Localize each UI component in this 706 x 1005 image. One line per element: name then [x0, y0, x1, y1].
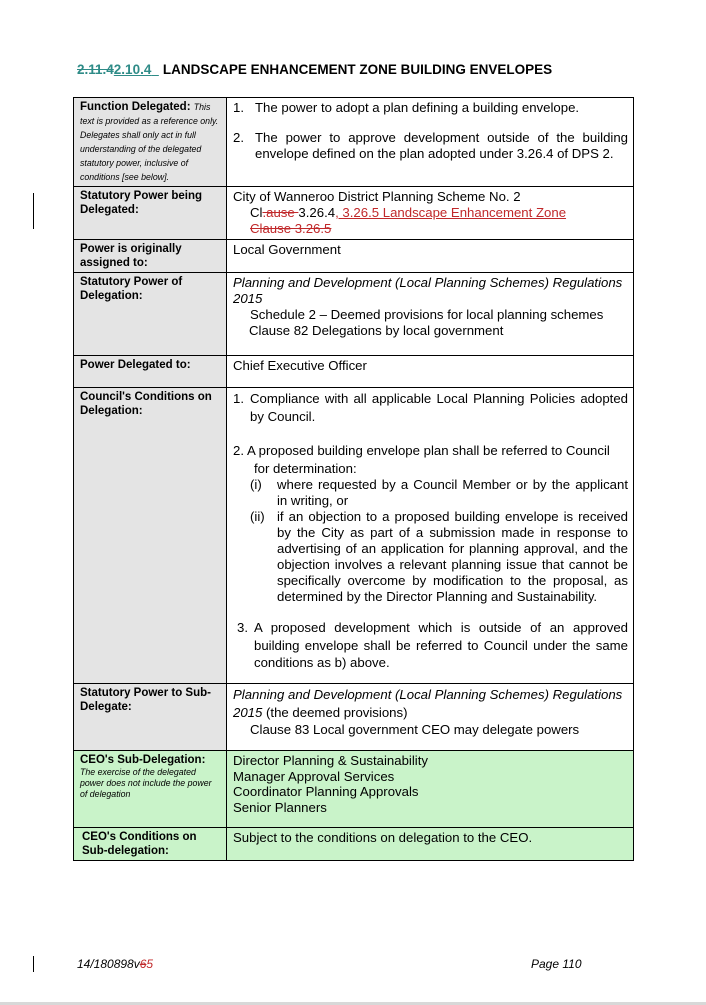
- officer-item: Coordinator Planning Approvals: [233, 784, 419, 799]
- inserted-text: , 3.26.5 Landscape Enhancement Zone: [335, 205, 567, 220]
- heading-new-number: 2.10.4: [113, 62, 152, 77]
- clause-83-line: Clause 83 Local government CEO may delegate powers: [250, 722, 580, 737]
- sub-delegate-regulation: Planning and Development (Local Planning Schemes) Regulations 2015 (the deemed provisions): [233, 687, 623, 720]
- conditions-value: [227, 388, 634, 684]
- officer-item: Senior Planners: [233, 799, 327, 815]
- assigned-value: Local Government: [227, 240, 634, 273]
- delegated-to-label: Power Delegated to:: [74, 356, 227, 388]
- scheme-name: City of Wanneroo District Planning Scheme No. 2: [233, 189, 521, 204]
- ceo-sub-label-cell: [74, 751, 227, 828]
- condition-3: 3. A proposed development which is outside of an approved building envelope shall be referred to Council under the same conditions as b) above.: [237, 620, 628, 670]
- function-note: This text is provided as a reference only. Delegates shall only act in full understanding of the delegated statutory power, inclusive of conditions [see below].: [80, 102, 219, 182]
- schedule-line: Schedule 2 – Deemed provisions for local planning schemes: [250, 307, 604, 322]
- sub-delegate-label: Statutory Power to Sub-Delegate:: [74, 684, 227, 751]
- row-council-conditions: [74, 388, 634, 684]
- row-power-of-delegation: [74, 273, 634, 356]
- struck-text: .ause: [262, 205, 299, 220]
- clause-line: Cl.ause 3.26.4, 3.26.5 Landscape Enhancement Zone: [250, 205, 567, 220]
- power-of-delegation-value: [227, 273, 634, 356]
- function-label-cell: [74, 98, 227, 187]
- delegation-table: [73, 97, 634, 861]
- function-value-cell: [227, 98, 634, 187]
- ceo-sub-label: CEO's Sub-Delegation:: [80, 754, 206, 766]
- function-label: Function Delegated:: [80, 101, 191, 113]
- list-item: 2. The power to approve development outside of the building envelope defined on the plan adopted under 3.26.4 of DPS 2.: [233, 130, 628, 161]
- officer-item: Manager Approval Services: [233, 768, 395, 784]
- sub-delegate-value: [227, 684, 634, 751]
- statutory-power-label: Statutory Power being Delegated:: [74, 187, 227, 240]
- regulation-title: Planning and Development (Local Planning Schemes) Regulations 2015: [233, 275, 623, 306]
- conditions-label: Council's Conditions on Delegation:: [74, 388, 227, 684]
- row-statutory-power: [74, 187, 634, 240]
- row-delegated-to: [74, 356, 634, 388]
- list-item: 1. The power to adopt a plan defining a building envelope.: [233, 100, 580, 115]
- footer-doc-ref: 14/180898v65: [77, 957, 154, 971]
- condition-2-sub-ii: (ii) if an objection to a proposed building envelope is received by the City as part of a submission made in response to advertising of an application for planning approval, and the objection involves a relevant planning issue that cannot be specifically overcome by modification to the proposal, as determined by the Director Planning and Sustainability.: [250, 509, 628, 604]
- version-old: 6: [139, 957, 147, 971]
- condition-2: 2. A proposed building envelope plan shall be referred to Council for determination:: [233, 443, 610, 476]
- condition-1: 1. Compliance with all applicable Local Planning Policies adopted by Council.: [233, 391, 628, 424]
- change-bar-top: [33, 193, 34, 229]
- function-list: [233, 100, 628, 162]
- row-sub-delegate: [74, 684, 634, 751]
- clause-82-line: Clause 82 Delegations by local government: [249, 323, 504, 338]
- row-ceo-conditions: [74, 828, 634, 861]
- heading-title: LANDSCAPE ENHANCEMENT ZONE BUILDING ENVELOPES: [162, 62, 553, 77]
- officer-item: Director Planning & Sustainability: [233, 753, 428, 768]
- version-new: 5: [146, 957, 154, 971]
- statutory-power-value: [227, 187, 634, 240]
- ceo-sub-officers: [227, 751, 634, 828]
- ceo-conditions-value: Subject to the conditions on delegation to the CEO.: [227, 828, 634, 861]
- power-of-delegation-label: Statutory Power of Delegation:: [74, 273, 227, 356]
- page-number: Page 110: [531, 957, 582, 971]
- heading-old-number: 2.11.4: [77, 62, 114, 77]
- change-bar-footer: [33, 956, 34, 972]
- row-originally-assigned: [74, 240, 634, 273]
- ceo-sub-note: The exercise of the delegated power does not include the power of delegation: [80, 767, 212, 799]
- section-heading: [77, 62, 552, 77]
- assigned-label: Power is originally assigned to:: [74, 240, 227, 273]
- condition-2-sub-i: (i) where requested by a Council Member or by the applicant in writing, or: [250, 477, 628, 508]
- row-function-delegated: [74, 98, 634, 187]
- delegated-to-value: Chief Executive Officer: [227, 356, 634, 388]
- ceo-conditions-label: CEO's Conditions on Sub-delegation:: [74, 828, 227, 861]
- struck-clause: Clause 3.26.5: [250, 221, 332, 236]
- row-ceo-sub-delegation: [74, 751, 634, 828]
